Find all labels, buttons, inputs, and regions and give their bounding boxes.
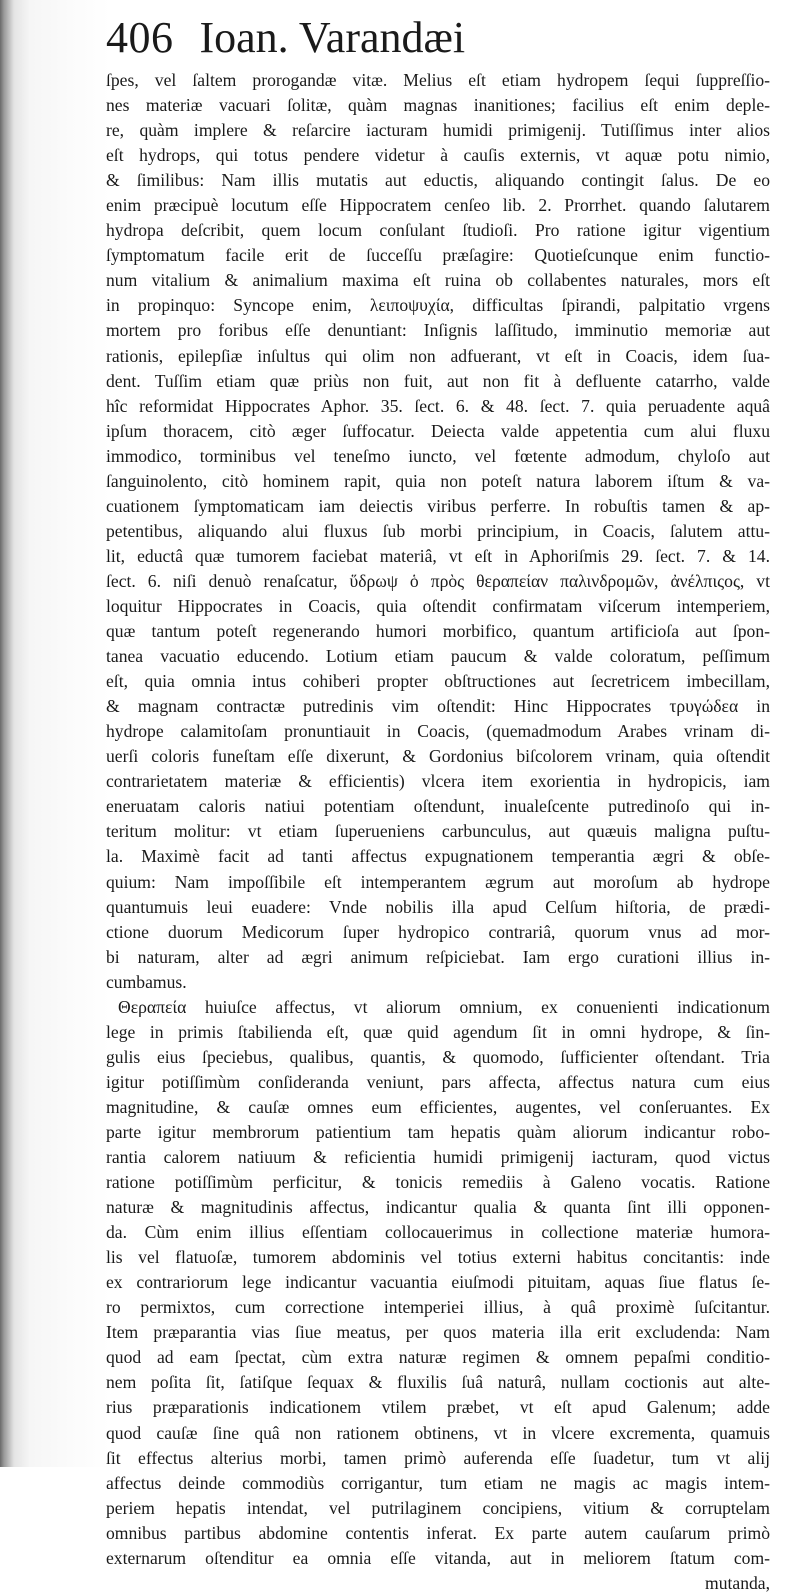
text-line: uerſi coloris funeſtam eſſe dixerunt, & Gordonius biſcolorem vrinam, quia oſtendit — [106, 746, 770, 767]
text-line: eſt hydrops, qui totus pendere videtur à cauſis externis, vt aquæ potu nimio, — [106, 145, 770, 166]
text-line: da. Cùm enim illius eſſentiam collocauerimus in collectione materiæ humora- — [106, 1222, 770, 1243]
text-line: & magnam contractæ putredinis vim oſtendit: Hinc Hippocrates τρυγώδεα in — [106, 696, 770, 717]
text-line: quæ tantum poteſt regenerando humori morbifico, quantum artificioſa aut ſpon- — [106, 621, 770, 642]
text-line: quod ad eam ſpectat, cùm extra naturæ regimen & omnem pepaſmi conditio- — [106, 1347, 770, 1368]
text-line: immodico, torminibus vel teneſmo iuncto, vel fœtente admodum, chyloſo aut — [106, 445, 770, 466]
text-line: hydropa deſcribit, quem locum conſulant ſtudioſi. Pro ratione igitur vigentium — [106, 220, 770, 241]
text-line: gulis eius ſpeciebus, qualibus, quantis, & quomodo, ſufficienter oſtendant. Tria — [106, 1046, 770, 1067]
text-line: rantia calorem natiuum & reficientia humidi primigenij iacturam, quod victus — [106, 1147, 770, 1168]
text-line: eſt, quia omnia intus cohiberi propter obſtructiones aut ſecretricem imbecillam, — [106, 671, 770, 692]
catchword: mutanda, — [705, 1572, 770, 1593]
body-text — [106, 68, 770, 1596]
text-line: tanea vacuatio educendo. Lotium etiam paucum & valde coloratum, peſſimum — [106, 646, 770, 667]
text-line: igitur potiſſimùm conſideranda veniunt, pars affecta, affectus natura cum eius — [106, 1071, 770, 1092]
text-line: ſymptomatum facile erit de ſucceſſu præſagire: Quotieſcunque enim functio- — [106, 245, 770, 266]
text-line: ratione potiſſimùm perficitur, & tonicis remediis à Galeno vocatis. Ratione — [106, 1172, 770, 1193]
text-line: naturæ & magnitudinis affectus, indicantur qualia & quanta ſint illi opponen- — [106, 1197, 770, 1218]
text-line: quod cauſæ ſine quâ non rationem obtinens, vt in vlcere excrementa, quamuis — [106, 1422, 770, 1443]
text-line: lit, eductâ quæ tumorem faciebat materiâ, vt eſt in Aphoriſmis 29. ſect. 7. & 14. — [106, 545, 770, 566]
text-line: la. Maximè facit ad tanti affectus expugnationem temperantia ægri & obſe- — [106, 846, 770, 867]
running-title: Ioan. Varandæi — [199, 13, 466, 62]
text-line: ſanguinolento, citò hominem rapit, quia non poteſt natura laborem iſtum & va- — [106, 470, 770, 491]
running-head — [106, 12, 770, 66]
text-line: cumbamus. — [106, 971, 187, 992]
text-line: eneruatam caloris natiui potentiam oſtendunt, inualeſcente putredinoſo qui in- — [106, 796, 770, 817]
text-line: contrarietatem materiæ & efficientis) vlcera item exorientia in hydropicis, iam — [106, 771, 770, 792]
text-line: num vitalium & animalium maxima eſt ruina ob collabentes naturales, mors eſt — [106, 270, 770, 291]
text-line: bi naturam, alter ad ægri animum reſpiciebat. Iam ergo curationi illius in- — [106, 946, 770, 967]
text-line: & ſimilibus: Nam illis mutatis aut eductis, aliquando contingit ſalus. De eo — [106, 170, 770, 191]
text-line: affectus deinde commodiùs corrigantur, tum etiam ne magis ac magis intem- — [106, 1472, 770, 1493]
text-line: mortem pro foribus eſſe denuntiant: Inſignis laſſitudo, imminutio memoriæ aut — [106, 320, 770, 341]
text-line: re, quàm implere & reſarcire iacturam humidi primigenij. Tutiſſimus inter alios — [106, 120, 770, 141]
text-line: quantumuis leui euadere: Vnde nobilis illa apud Celſum hiſtoria, de prædi- — [106, 896, 770, 917]
text-line: magnitudine, & cauſæ omnes eum efficientes, augentes, vel conſeruantes. Ex — [106, 1096, 770, 1117]
text-line: cuationem ſymptomaticam iam deiectis viribus perferre. In robuſtis tamen & ap- — [106, 495, 770, 516]
text-line: teritum molitur: vt etiam ſuperueniens carbunculus, aut quæuis maligna puſtu- — [106, 821, 770, 842]
text-line: ſit effectus alterius morbi, tamen primò auferenda eſſe ſuadetur, tum vt alij — [106, 1447, 770, 1468]
text-line: petentibus, aliquando alui fluxus ſub morbi principium, in Coacis, ſalutem attu- — [106, 520, 770, 541]
text-line: in propinquo: Syncope enim, λειποψυχία, difficultas ſpirandi, palpitatio vrgens — [106, 295, 770, 316]
text-line: enim præcipuè locutum eſſe Hippocratem cenſeo lib. 2. Prorrhet. quando ſalutarem — [106, 195, 770, 216]
text-line: rius præparationis indicationem vtilem præbet, vt eſt apud Galenum; adde — [106, 1397, 770, 1418]
text-line: loquitur Hippocrates in Coacis, quia oſtendit confirmatam viſcerum intemperiem, — [106, 595, 770, 616]
text-line: externarum oſtenditur ea omnia eſſe vitanda, aut in meliorem ſtatum com- — [106, 1547, 770, 1568]
text-line: quium: Nam impoſſibile eſt intemperantem ægrum aut moroſum ab hydrope — [106, 871, 770, 892]
page-number: 406 — [106, 13, 174, 62]
text-line: hydrope calamitoſam pronuntiauit in Coacis, (quemadmodum Arabes vrinam di- — [106, 721, 770, 742]
text-line: ſpes, vel ſaltem prorogandæ vitæ. Melius eſt etiam hydropem ſequi ſuppreſſio- — [106, 70, 770, 90]
text-line: parte igitur membrorum patientium tam hepatis quàm aliorum indicantur robo- — [106, 1121, 770, 1142]
text-line: ipſum thoracem, citò æger ſuffocatur. Deiecta valde appetentia cum alui fluxu — [106, 420, 770, 441]
text-line: ex contrariorum lege indicantur vacuantia eiuſmodi pituitam, aquas ſiue flatus ſe- — [106, 1272, 770, 1293]
text-line: lege in primis ſtabilienda eſt, quæ quid agendum ſit in omni hydrope, & ſin- — [106, 1021, 770, 1042]
text-line: rationis, epilepſiæ inſultus qui olim non adfuerant, vt eſt in Coacis, idem ſua- — [106, 345, 770, 366]
text-line: periem hepatis intendat, vel putrilaginem concipiens, vitium & corruptelam — [106, 1497, 770, 1518]
text-line: ro permixtos, cum correctione intemperiei illius, à quâ proximè ſuſcitantur. — [106, 1297, 770, 1318]
text-line: ſect. 6. niſi denuò renaſcatur, ὕδρωψ ὁ πρὸς θεραπείαν παλινδρομῶν, ἀνέλπιςος, vt — [106, 570, 770, 591]
text-line: nem poſita ſit, ſatiſque ſequax & fluxilis ſuâ naturâ, nullam coctionis aut alte- — [106, 1372, 770, 1393]
text-line: ctione duorum Medicorum ſuper hydropico contrariâ, quorum vnus ad mor- — [106, 921, 770, 942]
text-line: nes materiæ vacuari ſolitæ, quàm magnas inanitiones; facilius eſt enim deple- — [106, 95, 770, 116]
text-line: lis vel flatuoſæ, tumorem abdominis vel totius externi habitus concitantis: inde — [106, 1247, 770, 1268]
text-line: Θεραπεία huiuſce affectus, vt aliorum omnium, ex conuenienti indicationum — [118, 996, 770, 1017]
text-line: dent. Tuſſim etiam quæ priùs non fuit, aut non fit à defluente catarrho, valde — [106, 370, 770, 391]
text-line: hîc reformidat Hippocrates Aphor. 35. ſect. 6. & 48. ſect. 7. quia peruadente aquâ — [106, 395, 770, 416]
text-line: omnibus partibus abdomine contentis inferat. Ex parte autem cauſarum primò — [106, 1522, 770, 1543]
text-line: Item præparantia vias ſiue meatus, per quos materia illa erit excludenda: Nam — [106, 1322, 770, 1343]
